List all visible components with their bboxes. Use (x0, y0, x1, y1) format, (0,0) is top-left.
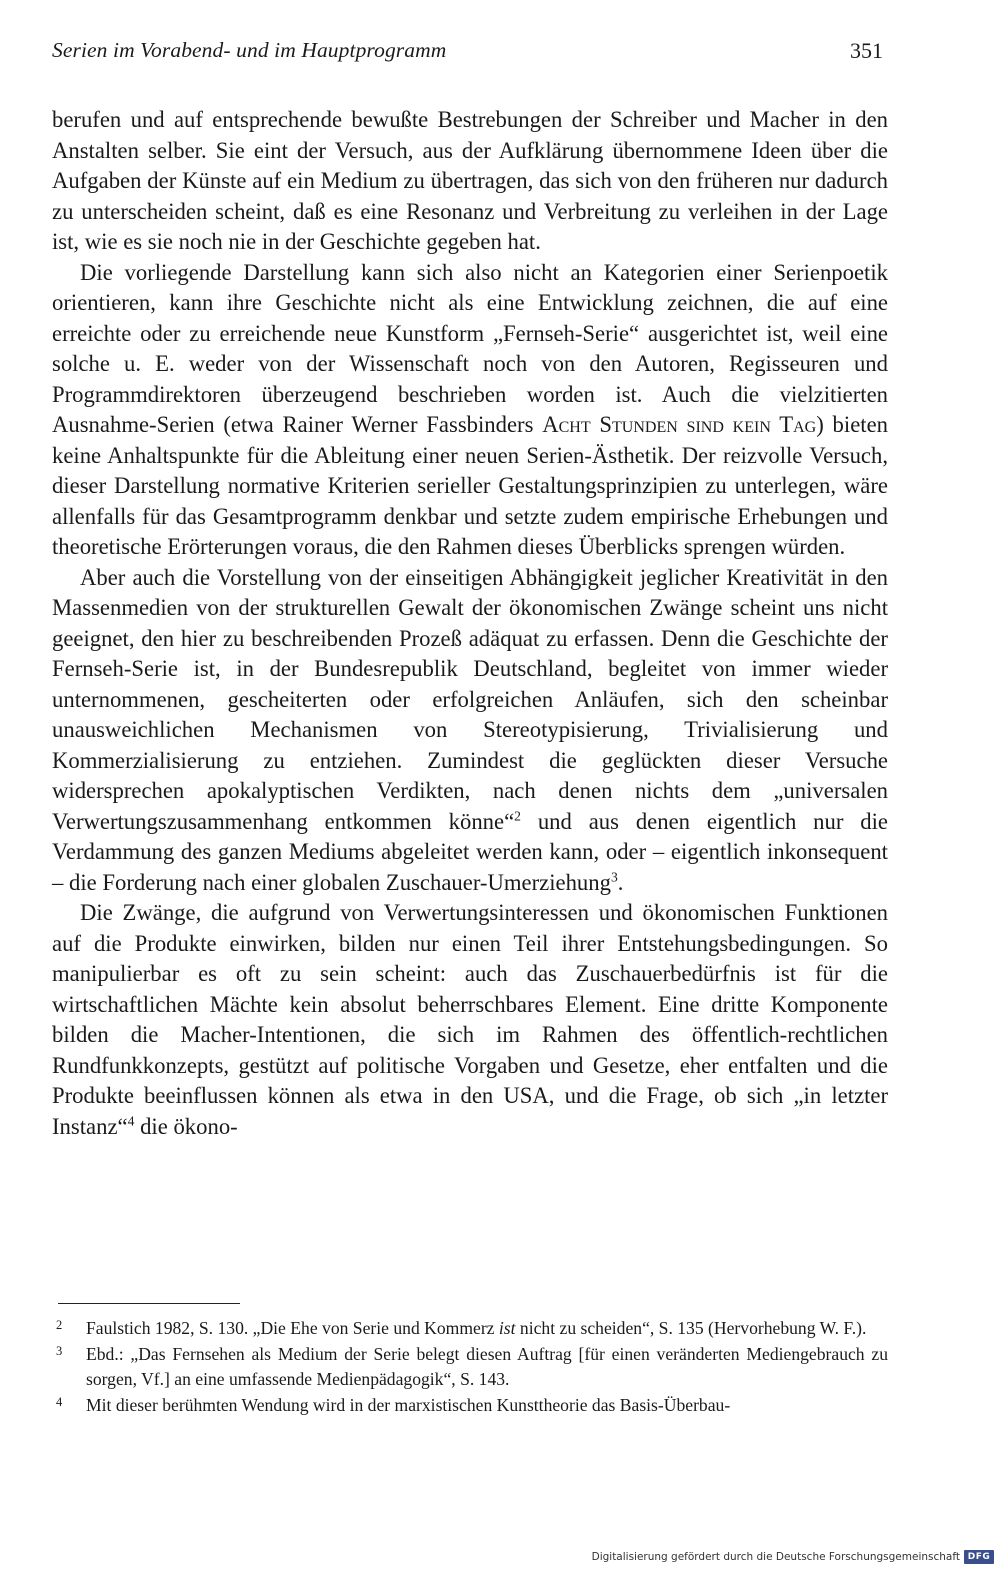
footnotes (52, 1316, 888, 1419)
paragraph-text: und aus denen eigentlich nur die Verdammung des ganzen Mediums abgeleitet werden kann, oder – eigentlich inkonsequent – die Forderung nach einer globalen Zuschauer-Umerziehung (52, 808, 888, 895)
footnote-ref[interactable]: 3 (610, 868, 618, 884)
paragraph-text: die ökono- (134, 1113, 238, 1139)
footnote-4 (52, 1393, 888, 1417)
footnote-divider (58, 1303, 240, 1304)
footnote-text: nicht zu scheiden“, S. 135 (Hervorhebung W. F.). (515, 1318, 867, 1338)
paragraph-3 (52, 563, 888, 899)
paragraph-1 (52, 105, 888, 258)
paragraph-text: berufen und auf entsprechende bewußte Bestrebungen der Schreiber und Macher in den Anstalten selber. Sie eint der Versuch, aus der Aufklärung übernommene Ideen über die Aufgaben der Künste auf ein Medium zu übertragen, das sich von den früheren nur dadurch zu unterscheiden scheint, daß es eine Resonanz und Verbreitung zu verleihen in der Lage ist, wie es sie noch nie in der Geschichte gegeben hat. (52, 107, 888, 254)
footnote-text: Ebd.: „Das Fernsehen als Medium der Serie belegt diesen Auftrag [für einen veränderten Mediengebrauch zu sorgen, Vf.] an eine umfassende Medienpädagogik“, S. 143. (86, 1344, 888, 1389)
paragraph-text: ) bieten keine Anhaltspunkte für die Ableitung einer neuen Serien-Ästhetik. Der reizvolle Versuch, dieser Darstellung normative Kriterien serieller Gestaltungsprinzipien zu unterlegen, wäre allenfalls für das Gesamtprogramm denkbar und setzte zudem empirische Erhebungen und theoretische Erörterungen voraus, die den Rahmen dieses Überblicks sprengen würden. (52, 412, 888, 559)
series-title: Acht Stunden sind kein Tag (542, 412, 817, 437)
footnote-number: 4 (56, 1394, 63, 1409)
digitization-footer (0, 1548, 1000, 1570)
page-number: 351 (850, 38, 883, 63)
paragraph-text: Die Zwänge, die aufgrund von Verwertungsinteressen und ökonomischen Funktionen auf die Produkte einwirken, bilden nur einen Teil ihrer Entstehungsbedingungen. So manipulierbar es oft zu sein scheint: auch das Zuschauerbedürfnis ist für die wirtschaftlichen Mächte kein absolut beherrschbares Element. Eine dritte Komponente bilden die Macher-Intentionen, die sich im Rahmen des öffentlich-rechtlichen Rundfunkkonzepts, gestützt auf politische Vorgaben und Gesetze, eher entfalten und die Produkte beeinflussen können als etwa in den USA, und die Frage, ob sich „in letzter Instanz“ (52, 900, 888, 1139)
body-text (52, 105, 888, 1142)
footnote-text: Faulstich 1982, S. 130. „Die Ehe von Serie und Kommerz (86, 1318, 499, 1338)
footnote-3 (52, 1342, 888, 1391)
footnote-number: 2 (56, 1318, 63, 1332)
footnote-ref[interactable]: 4 (127, 1112, 135, 1128)
footnote-number: 3 (56, 1344, 63, 1359)
footnote-text: Mit dieser berühmten Wendung wird in der marxistischen Kunsttheorie das Basis-Überbau- (86, 1394, 731, 1415)
dfg-logo-icon[interactable]: DFG (964, 1550, 994, 1564)
paragraph-2 (52, 258, 888, 563)
running-title: Serien im Vorabend- und im Hauptprogramm (52, 38, 447, 62)
paragraph-text: Aber auch die Vorstellung von der einseitigen Abhängigkeit jeglicher Kreativität in den Massenmedien von der strukturellen Gewalt der ökonomischen Zwänge scheint uns nicht geeignet, den hier zu beschreibenden Prozeß adäquat zu erfassen. Denn die Geschichte der Fernseh-Serie ist, in der Bundesrepublik Deutschland, begleitet von immer wieder unternommenen, gescheiterten oder erfolgreichen Anläufen, sich den scheinbar unausweichlichen Mechanismen von Stereotypisierung, Trivialisierung und Kommerzialisierung zu entziehen. Zumindest die geglückten dieser Versuche widersprechen apokalyptischen Verdikten, nach denen nichts dem „universalen Verwertungszusammenhang entkommen könne“ (52, 564, 888, 834)
footnote-emphasis: ist (498, 1318, 516, 1338)
running-head (52, 38, 883, 72)
digitization-note: Digitalisierung gefördert durch die Deutsche Forschungsgemeinschaft (591, 1551, 960, 1563)
footnote-2 (52, 1316, 888, 1340)
paragraph-text: Die vorliegende Darstellung kann sich also nicht an Kategorien einer Serienpoetik orientieren, kann ihre Geschichte nicht als eine Entwicklung zeichnen, die auf eine erreichte oder zu erreichende neue Kunstform „Fernseh-Serie“ ausgerichtet ist, weil eine solche u. E. weder von der Wissenschaft noch von den Autoren, Regisseuren und Programmdirektoren überzeugend beschrieben worden ist. Auch die vielzitierten Ausnahme-Serien (etwa Rainer Werner Fassbinders (52, 259, 888, 437)
paragraph-4 (52, 898, 888, 1142)
paragraph-text: . (617, 869, 624, 895)
footnote-ref[interactable]: 2 (514, 807, 521, 823)
